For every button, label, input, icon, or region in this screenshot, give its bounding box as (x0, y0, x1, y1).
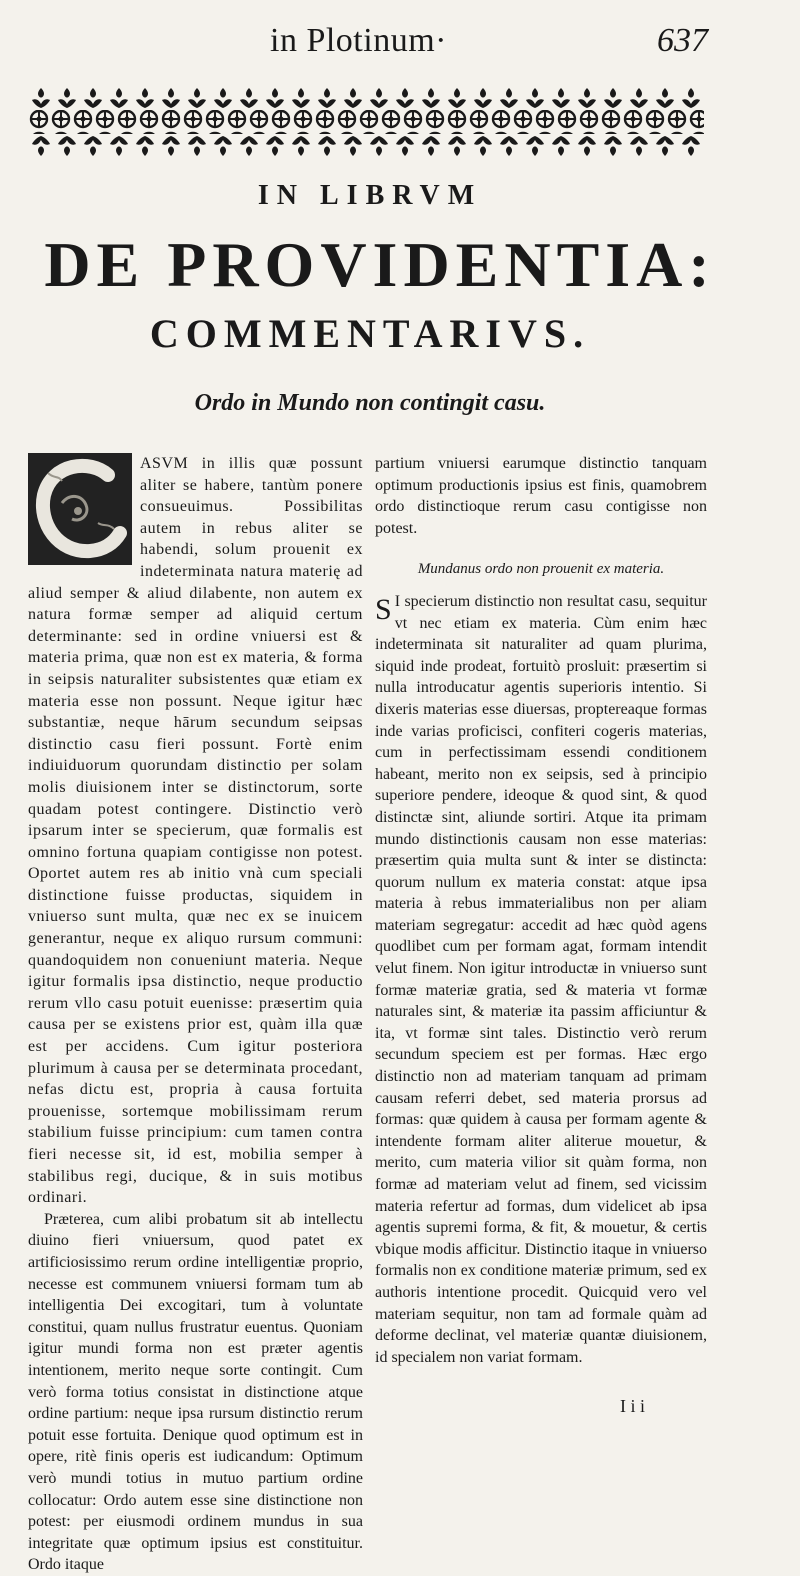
page-number: 637 (657, 22, 708, 59)
title-line-3: COMMENTARIVS. (149, 311, 591, 356)
running-head (0, 18, 800, 68)
signature-mark: I i i (620, 1396, 645, 1416)
decorative-headpiece (28, 86, 704, 158)
title-line-1: IN LIBRVM (257, 180, 483, 211)
decorated-initial-c (28, 453, 132, 565)
title-line-2: DE PROVIDENTIA: (44, 229, 716, 300)
paragraph-section-text: I specierum distinctio non resultat casu, sequitur vt nec etiam ex materia. Cùm enim hæc indeterminata sit naturaliter ad quam plurima, siquid inde prodeat, fortuitò prosluit: præsertim si nulla introducatur agentis superioris intentio. Si dixeris materias esse diuersas, proptereaque formas inde varias proficisci, confiteri cogeris materias, cum in perfectissimam essendi conditionem habeant, merito non ex seipsis, sed à principio superiore pendere, ideoque & quod sint, & quod distinctæ sint, aliunde sortiri. Atque ita primam mundo distinctionis causam non esse materias: præsertim quia multa sunt & inter se distincta: quorum nullum ex materia constat: atque ipsa materia à rebus immaterialibus non per aliam materiam segregatur: accedit ad hæc quòd agens quodlibet cum per formam agat, formam intendit velut finem. Non igitur introductæ in vniuerso sunt formæ materiæ gratia, sed & materia vt formæ naturales sint, & materiæ ita passim afficiuntur & ita, vt formæ sint tales. Distinctio verò rerum secundum speciem est per formas. Hæc ergo distinctio non ad materiam tanquam ad primam causam referri debet, sed materia prorsus ad formas: quæ quidem à causa per formam agente & intendente formam aliter aliterue mouetur, & merito, cum materia vilior sit quàm forma, non formæ ad materiam velut ad finem, sed vicissim materia refertur ad formas, dum videlicet ab ipsa agentis supremi forma, & fit, & mouetur, & certis vbique modis afficitur. Distinctio itaque in vniuerso formalis non ex conditione materiæ primum, sed ex authoris intentione procedit. Quicquid vero vel materiam sequitur, non tam ad formale quàm ad deforme declinat, vel materiæ quantæ diuisionem, id specialem non variat formam. (375, 592, 707, 1366)
running-head-title: in Plotinum· (270, 22, 447, 59)
section-heading: Mundanus ordo non prouenit ex materia. (417, 561, 665, 578)
paragraph-opening: ASVM in illis quæ possunt aliter se habere, tantùm ponere consueuimus. Possibilitas autem in rebus aliter se habendi, solum prouenit ex indeterminata natura materię ad aliud semper & aliud dilabente, non autem ex natura formæ semper ad aliquid certum determinante: sed in ordine vniuersi est & materia prima, quæ non est ex materia, & forma in seipsis naturaliter subsistentes quæ etiam ex materia esse non possunt. Neque igitur hæc substantiæ, neque hārum secundum seipsas distinctio casu fieri possunt. Fortè enim indiuiduorum quorundam distinctio per solam molis diuisionem inter se distinctorum, sorte quadam potest contingere. Distinctio verò ipsarum inter se specierum, quæ formalis est omnino fortuna quapiam contigisse non potest. Oportet autem res ab initio vnà cum speciali distinctione fuisse productas, siquidem in vniuerso sunt multa, quæ nec ex se inuicem generantur, neque ex aliquo rursum communi: quandoquidem non conueniunt materia. Neque igitur formalis ipsa distinctio, neque productio rerum vllo casu potuit euenisse: præsertim quia causa per se existens prior est, quàm illa quæ est per accidens. Cum igitur posteriora plurimum à causa per se determinata procedant, nefas dictu est, propria à causa fortuita prouenisse, sortemque mobilissimam rerum stabilium fuisse principium: cum tamen contra fieri necesse sit, id est, mobilia semper à stabilibus regi, ducique, & in suis motibus ordinari. (28, 455, 363, 1207)
ornamental-initial-icon (28, 453, 132, 565)
left-column (28, 453, 363, 1576)
initial-letter: S (375, 592, 392, 626)
paragraph-section (375, 591, 707, 1368)
paragraph-continuation: partium vniuersi earumque distinctio tanquam optimum productionis ipsius est finis, quamobrem ordo distinctioque rerum casu contigisse non potest. (375, 455, 707, 537)
paragraph-2: Præterea, cum alibi probatum sit ab intellectu diuino fieri vniuersum, quod patet ex artificiosissimo rerum ordine intelligentiæ proprio, necesse est communem vniuersi formam tum ab intelligentia Dei excogitari, tum à voluntate constitui, quam nullus frustratur euentus. Quoniam igitur mundi forma non est præter agentis intentionem, merito neque sorte contingit. Cum verò forma totius consistat in distinctione atque ordine partium: neque ipsa rursum distinctio rerum potuit esse fortuita. Denique quod optimum est in opere, ritè finis operis est iudicandum: Optimum verò mundi totius in mutuo partium ordine collocatur: Ordo autem esse sine distinctione non potest: per eiusmodi ordinem mundus in sua integritate quæ optimum ipsius est constituitur. Ordo itaque (28, 1210, 363, 1574)
chapter-subtitle: Ordo in Mundo non contingit casu. (194, 390, 546, 416)
right-column (375, 453, 707, 1368)
